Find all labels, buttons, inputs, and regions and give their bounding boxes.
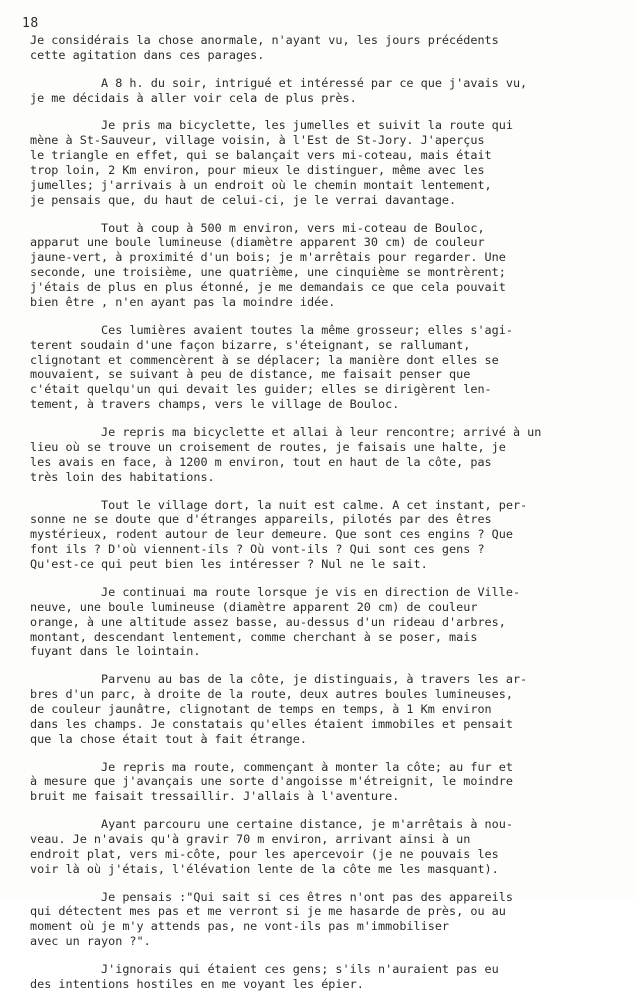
text-line: les avais en face, à 1200 m environ, tout en haut de la côte, pas	[30, 454, 492, 469]
text-line: Ces lumières avaient toutes la même grosseur; elles s'agi-	[30, 322, 513, 337]
text-line: montant, descendant lentement, comme cherchant à se poser, mais	[30, 629, 478, 644]
text-line: Je repris ma route, commençant à monter la côte; au fur et	[30, 759, 513, 774]
text-line: Tout à coup à 500 m environ, vers mi-coteau de Bouloc,	[30, 220, 485, 235]
text-line: très loin des habitations.	[30, 469, 215, 484]
text-line: je me décidais à aller voir cela de plus près.	[30, 90, 357, 105]
paragraph	[30, 425, 610, 485]
text-line: c'était quelqu'un qui devait les guider; elles se dirigèrent len-	[30, 382, 492, 397]
paragraph	[30, 221, 610, 310]
text-line: mène à St-Sauveur, village voisin, à l'Est de St-Jory. J'aperçus	[30, 133, 485, 148]
text-line: apparut une boule lumineuse (diamètre apparent 30 cm) de couleur	[30, 235, 485, 250]
text-line: qui détectent mes pas et me verront si je me hasarde de près, ou au	[30, 904, 506, 919]
text-line: bres d'un parc, à droite de la route, deux autres boules lumineuses,	[30, 687, 513, 702]
text-line: seconde, une troisième, une quatrième, une cinquième se montrèrent;	[30, 265, 506, 280]
paragraph	[30, 817, 610, 877]
text-line: neuve, une boule lumineuse (diamètre apparent 20 cm) de couleur	[30, 599, 478, 614]
text-line: jumelles; j'arrivais à un endroit où le chemin montait lentement,	[30, 177, 492, 192]
text-line: orange, à une altitude assez basse, au-dessus d'un rideau d'arbres,	[30, 614, 506, 629]
text-line: j'étais de plus en plus étonné, je me demandais ce que cela pouvait	[30, 280, 506, 295]
text-line: Je repris ma bicyclette et allai à leur rencontre; arrivé à un	[30, 425, 542, 440]
text-line: Je pris ma bicyclette, les jumelles et suivit la route qui	[30, 118, 513, 133]
paragraph	[30, 585, 610, 659]
text-line: clignotant et commencèrent à se déplacer; la manière dont elles se	[30, 352, 499, 367]
text-line: Je considérais la chose anormale, n'ayant vu, les jours précédents	[30, 33, 499, 47]
text-line: je pensais que, du haut de celui-ci, je le verrai davantage.	[30, 192, 457, 207]
text-line: endroit plat, vers mi-côte, pour les apercevoir (je ne pouvais les	[30, 846, 499, 861]
text-line: A 8 h. du soir, intrigué et intéressé par ce que j'avais vu,	[30, 75, 528, 90]
text-line: trop loin, 2 Km environ, pour mieux le distinguer, même avec les	[30, 163, 485, 178]
text-line: tement, à travers champs, vers le village de Bouloc.	[30, 397, 400, 412]
text-line: J'ignorais qui étaient ces gens; s'ils n'auraient pas eu	[30, 962, 499, 976]
text-line: avec un rayon ?".	[30, 934, 151, 949]
paragraph	[30, 323, 610, 412]
text-line: veau. Je n'avais qu'à gravir 70 m environ, arrivant ainsi à un	[30, 831, 471, 846]
paragraph	[30, 33, 610, 63]
text-line: Ayant parcouru une certaine distance, je m'arrêtais à nou-	[30, 817, 513, 832]
paragraph	[30, 76, 610, 106]
text-line: moment où je m'y attends pas, ne vont-ils pas m'immobiliser	[30, 919, 450, 934]
text-line: de couleur jaunâtre, clignotant de temps en temps, à 1 Km environ	[30, 701, 492, 716]
paragraph	[30, 672, 610, 746]
page-number: 18	[22, 16, 39, 31]
text-line: Je continuai ma route lorsque je vis en direction de Ville-	[30, 584, 521, 599]
text-line: jaune-vert, à proximité d'un bois; je m'arrêtais pour regarder. Une	[30, 250, 506, 265]
text-line: dans les champs. Je constatais qu'elles étaient immobiles et pensait	[30, 716, 513, 731]
text-line: cette agitation dans ces parages.	[30, 47, 265, 62]
text-line: lieu où se trouve un croisement de routes, je faisais une halte, je	[30, 439, 506, 454]
text-line: des intentions hostiles en me voyant les épier.	[30, 976, 364, 991]
text-line: le triangle en effet, qui se balançait vers mi-coteau, mais était	[30, 148, 492, 163]
paragraph	[30, 962, 610, 992]
body-text	[30, 33, 610, 1005]
paragraph	[30, 890, 610, 950]
text-line: font ils ? D'où viennent-ils ? Où vont-ils ? Qui sont ces gens ?	[30, 542, 485, 557]
text-line: voir là où j'étais, l'élévation lente de la côte me les masquant).	[30, 861, 499, 876]
text-line: bien être , n'en ayant pas la moindre idée.	[30, 295, 336, 310]
text-line: fuyant dans le lointain.	[30, 644, 201, 659]
text-line: à mesure que j'avançais une sorte d'angoisse m'étreignit, le moindre	[30, 774, 513, 789]
text-line: sonne ne se doute que d'étranges appareils, pilotés par des êtres	[30, 512, 492, 527]
paragraph	[30, 760, 610, 805]
text-line: que la chose était tout à fait étrange.	[30, 731, 307, 746]
text-line: mouvaient, se suivant à peu de distance, me faisait penser que	[30, 367, 471, 382]
paragraph	[30, 498, 610, 572]
text-line: Tout le village dort, la nuit est calme. A cet instant, per-	[30, 497, 528, 512]
text-line: bruit me faisait tressaillir. J'allais à l'aventure.	[30, 789, 400, 804]
text-line: Qu'est-ce qui peut bien les intéresser ? Nul ne le sait.	[30, 557, 428, 572]
paragraph	[30, 118, 610, 207]
text-line: Parvenu au bas de la côte, je distinguais, à travers les ar-	[30, 672, 528, 687]
text-line: terent soudain d'une façon bizarre, s'éteignant, se rallumant,	[30, 337, 471, 352]
text-line: Je pensais :"Qui sait si ces êtres n'ont pas des appareils	[30, 889, 513, 904]
text-line: mystérieux, rodent autour de leur demeure. Que sont ces engins ? Que	[30, 527, 513, 542]
